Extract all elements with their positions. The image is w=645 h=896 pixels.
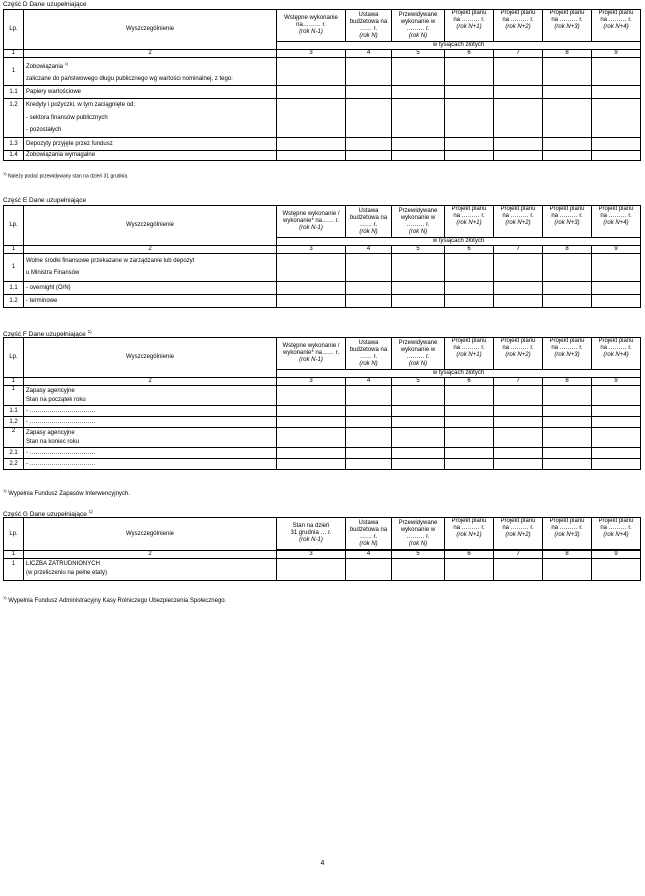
colnum-row: 1 2 3 4 5 6 7 8 9 [4,246,641,254]
header-col3: Stan na dzień 31 grudnia … r. (rok N-1) [277,518,346,550]
header-wyszczegolnienie: Wyszczególnienie [24,206,277,246]
table-row: 1 LICZBA ZATRUDNIONYCH (w przeliczeniu na pełne etaty) [4,559,641,581]
table-row: 1 Wolne środki finansowe przekazane w zarządzanie lub depozyt u Ministra Finansów [4,254,641,282]
header-units: w tysiącach złotych [277,238,641,246]
header-plan4: Projekt planu na ……… r. (rok N+4) [592,206,641,238]
table-row: 1.1 Papiery wartościowe [4,86,641,99]
header-units: w tysiącach złotych [277,370,641,378]
header-plan3: Projekt planu na ……… r. (rok N+3) [543,518,592,550]
header-ustawa: Ustawa budżetowa na …… r. (rok N) [346,206,392,238]
table-row: - pozostałych [4,125,641,138]
table-row: 2.1 - …………………………… [4,448,641,459]
section-f-footnote: $^{1)}$ Wypełnia Fundusz Zapasów Interwencyjnych. [3,488,130,497]
table-row: 2.2 - …………………………… [4,459,641,470]
header-przewidywane: Przewidywane wykonanie w ……… r. (rok N) [392,338,445,370]
section-f-title: Część F Dane uzupełniające $^{1)}$ [3,329,92,339]
table-row: 1.2 - …………………………… [4,417,641,428]
table-row: 1.4 Zobowiązania wymagalne [4,151,641,161]
section-f-table [3,337,641,470]
table-row: 1 Zapasy agencyjne Stan na początek roku [4,386,641,406]
header-plan3: Projekt planu na ……… r. (rok N+3) [543,206,592,238]
header-col3: Wstępne wykonanie / wykonanie* na…… r. (rok N-1) [277,206,346,238]
page-number: 4 [320,860,325,867]
colnum-row: 1 2 3 4 5 6 7 8 9 [4,378,641,386]
colnum-row: 1 2 3 4 5 6 7 8 9 [4,551,641,559]
header-ustawa: Ustawa budżetowa na …… r. (rok N) [346,10,392,42]
header-ustawa: Ustawa budżetowa na …… r. (rok N) [346,338,392,370]
section-g-footnote: $^{1)}$ Wypełnia Fundusz Administracyjny Kasy Rolniczego Ubezpieczenia Społecznego. [3,595,227,604]
header-plan3: Projekt planu na ……… r. (rok N+3) [543,10,592,42]
header-plan1: Projekt planu na ……… r. (rok N+1) [445,338,494,370]
header-plan2: Projekt planu na ……… r. (rok N+2) [494,518,543,550]
table-row: 2 Zapasy agencyjne Stan na koniec roku [4,428,641,448]
section-e-table [3,205,641,308]
header-plan4: Projekt planu na ……… r. (rok N+4) [592,338,641,370]
header-przewidywane: Przewidywane wykonanie w ……… r. (rok N) [392,10,445,42]
section-d-footnote: $^{1)}$ Należy podać przewidywany stan na dzień 31 grudnia. [3,171,129,180]
header-plan2: Projekt planu na ……… r. (rok N+2) [494,338,543,370]
section-d-table [3,9,641,161]
header-plan1: Projekt planu na ……… r. (rok N+1) [445,518,494,550]
header-col3: Wstępne wykonanie na……… r. (rok N-1) [277,10,346,42]
table-row: 1.2 Kredyty i pożyczki, w tym zaciągnięte od: [4,99,641,112]
header-wyszczegolnienie: Wyszczególnienie [24,10,277,50]
table-row: 1.2 - terminowe [4,295,641,308]
header-col3: Wstępne wykonanie / wykonanie* na…… r. (rok N-1) [277,338,346,370]
header-plan2: Projekt planu na ……… r. (rok N+2) [494,10,543,42]
section-e-title: Część E Dane uzupełniające [3,197,87,204]
header-plan4: Projekt planu na ……… r. (rok N+4) [592,518,641,550]
header-lp: Lp. [4,10,24,50]
header-plan2: Projekt planu na ……… r. (rok N+2) [494,206,543,238]
header-plan1: Projekt planu na ……… r. (rok N+1) [445,206,494,238]
header-ustawa: Ustawa budżetowa na …… r. (rok N) [346,518,392,550]
section-d-title: Część D Dane uzupełniające [3,1,87,8]
table-row: - sektora finansów publicznych [4,112,641,125]
header-przewidywane: Przewidywane wykonanie w ……… r. (rok N) [392,518,445,550]
header-plan4: Projekt planu na ……… r. (rok N+4) [592,10,641,42]
table-row: 1.1 - overnight (O/N) [4,282,641,295]
header-plan3: Projekt planu na ……… r. (rok N+3) [543,338,592,370]
header-wyszczegolnienie: Wyszczególnienie [24,518,277,551]
header-lp: Lp. [4,206,24,246]
table-row: 1.1 - …………………………… [4,406,641,417]
colnum-row: 1 2 3 4 5 6 7 8 9 [4,50,641,58]
section-g-title: Część G Dane uzupełniające $^{1)}$ [3,509,93,519]
header-wyszczegolnienie: Wyszczególnienie [24,338,277,378]
section-g-table [3,517,641,581]
table-row: 1 Zobowiązania $^{1)}$ zaliczane do państwowego długu publicznego wg wartości nominalnej, z tego: [4,58,641,86]
header-lp: Lp. [4,518,24,551]
header-przewidywane: Przewidywane wykonanie w ……… r. (rok N) [392,206,445,238]
table-row: 1.3 Depozyty przyjęte przez fundusz [4,138,641,151]
header-units: w tysiącach złotych [277,42,641,50]
header-plan1: Projekt planu na ……… r. (rok N+1) [445,10,494,42]
header-lp: Lp. [4,338,24,378]
